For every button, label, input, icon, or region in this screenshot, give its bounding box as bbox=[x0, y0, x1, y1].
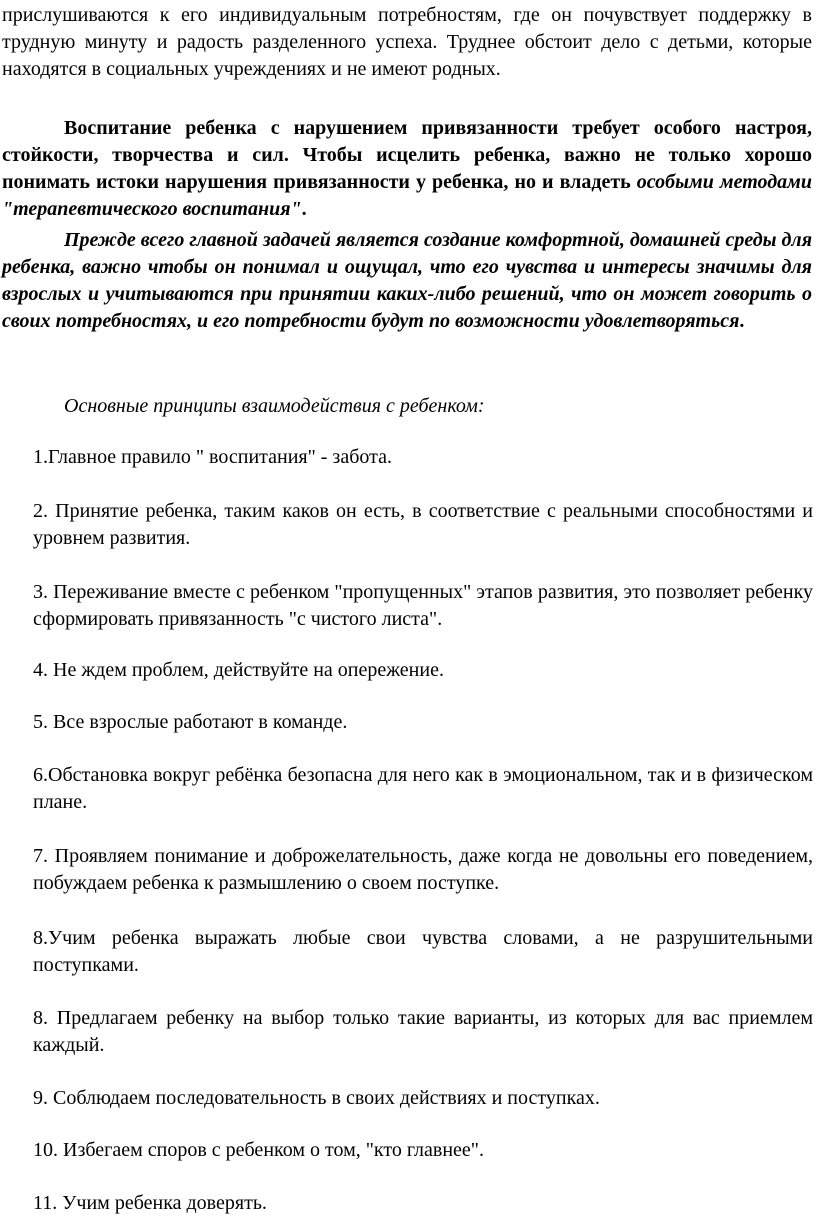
principle-item-6: 6.Обстановка вокруг ребёнка безопасна для него как в эмоциональном, так и в физическом плане. bbox=[33, 764, 813, 813]
principle-item-7: 7. Проявляем понимание и доброжелательность, даже когда не довольны его поведением, побуждаем ребенка к размышлению о своем поступке. bbox=[33, 845, 813, 894]
principle-item-1: 1.Главное правило " воспитания" - забота. bbox=[33, 446, 392, 468]
principle-item-4: 4. Не ждем проблем, действуйте на опережение. bbox=[33, 659, 444, 681]
principle-item-11: 10. Избегаем споров с ребенком о том, "кто главнее". bbox=[33, 1139, 484, 1161]
italic-paragraph-end: . bbox=[739, 310, 745, 332]
italic-paragraph bbox=[2, 227, 812, 335]
principle-item-3: 3. Переживание вместе с ребенком "пропущенных" этапов развития, это позволяет ребенку сформировать привязанность "с чистого листа". bbox=[33, 581, 813, 630]
principle-item-2: 2. Принятие ребенка, таким каков он есть, в соответствие с реальными способностями и уровнем развития. bbox=[33, 500, 813, 549]
principle-item-12: 11. Учим ребенка доверять. bbox=[33, 1192, 267, 1214]
principle-item-10: 9. Соблюдаем последовательность в своих действиях и поступках. bbox=[33, 1087, 600, 1109]
principle-item-8: 8.Учим ребенка выражать любые свои чувства словами, а не разрушительными поступками. bbox=[33, 927, 813, 976]
principle-item-5: 5. Все взрослые работают в команде. bbox=[33, 711, 348, 733]
principles-title: Основные принципы взаимодействия с ребенком: bbox=[64, 395, 485, 417]
intro-paragraph: прислушиваются к его индивидуальным потребностям, где он почувствует поддержку в трудную минуту и радость разделенного успеха. Труднее обстоит дело с детьми, которые находятся в социальных учреждениях и не имеют родных. bbox=[2, 4, 812, 80]
italic-paragraph-text: Прежде всего главной задачей является создание комфортной, домашней среды для ребенка, важно чтобы он понимал и ощущал, что его чувства и интересы значимы для взрослых и учитываются при принятии каких-либо решений, что он может говорить о своих потребностях, и его потребности будут по возможности удовлетворяться bbox=[2, 229, 812, 332]
bold-paragraph-end: . bbox=[301, 198, 307, 220]
bold-paragraph-text: Воспитание ребенка с нарушением привязанности требует особого настроя, стойкости, творчества и сил. Чтобы исцелить ребенка, важно не только хорошо понимать истоки нарушения привязанности у ребенка, но и владеть bbox=[2, 117, 812, 193]
bold-paragraph-italic: особыми методами "терапевтического воспитания" bbox=[2, 171, 812, 220]
bold-paragraph bbox=[2, 115, 812, 223]
principle-item-9: 8. Предлагаем ребенку на выбор только такие варианты, из которых для вас приемлем каждый. bbox=[33, 1007, 813, 1056]
